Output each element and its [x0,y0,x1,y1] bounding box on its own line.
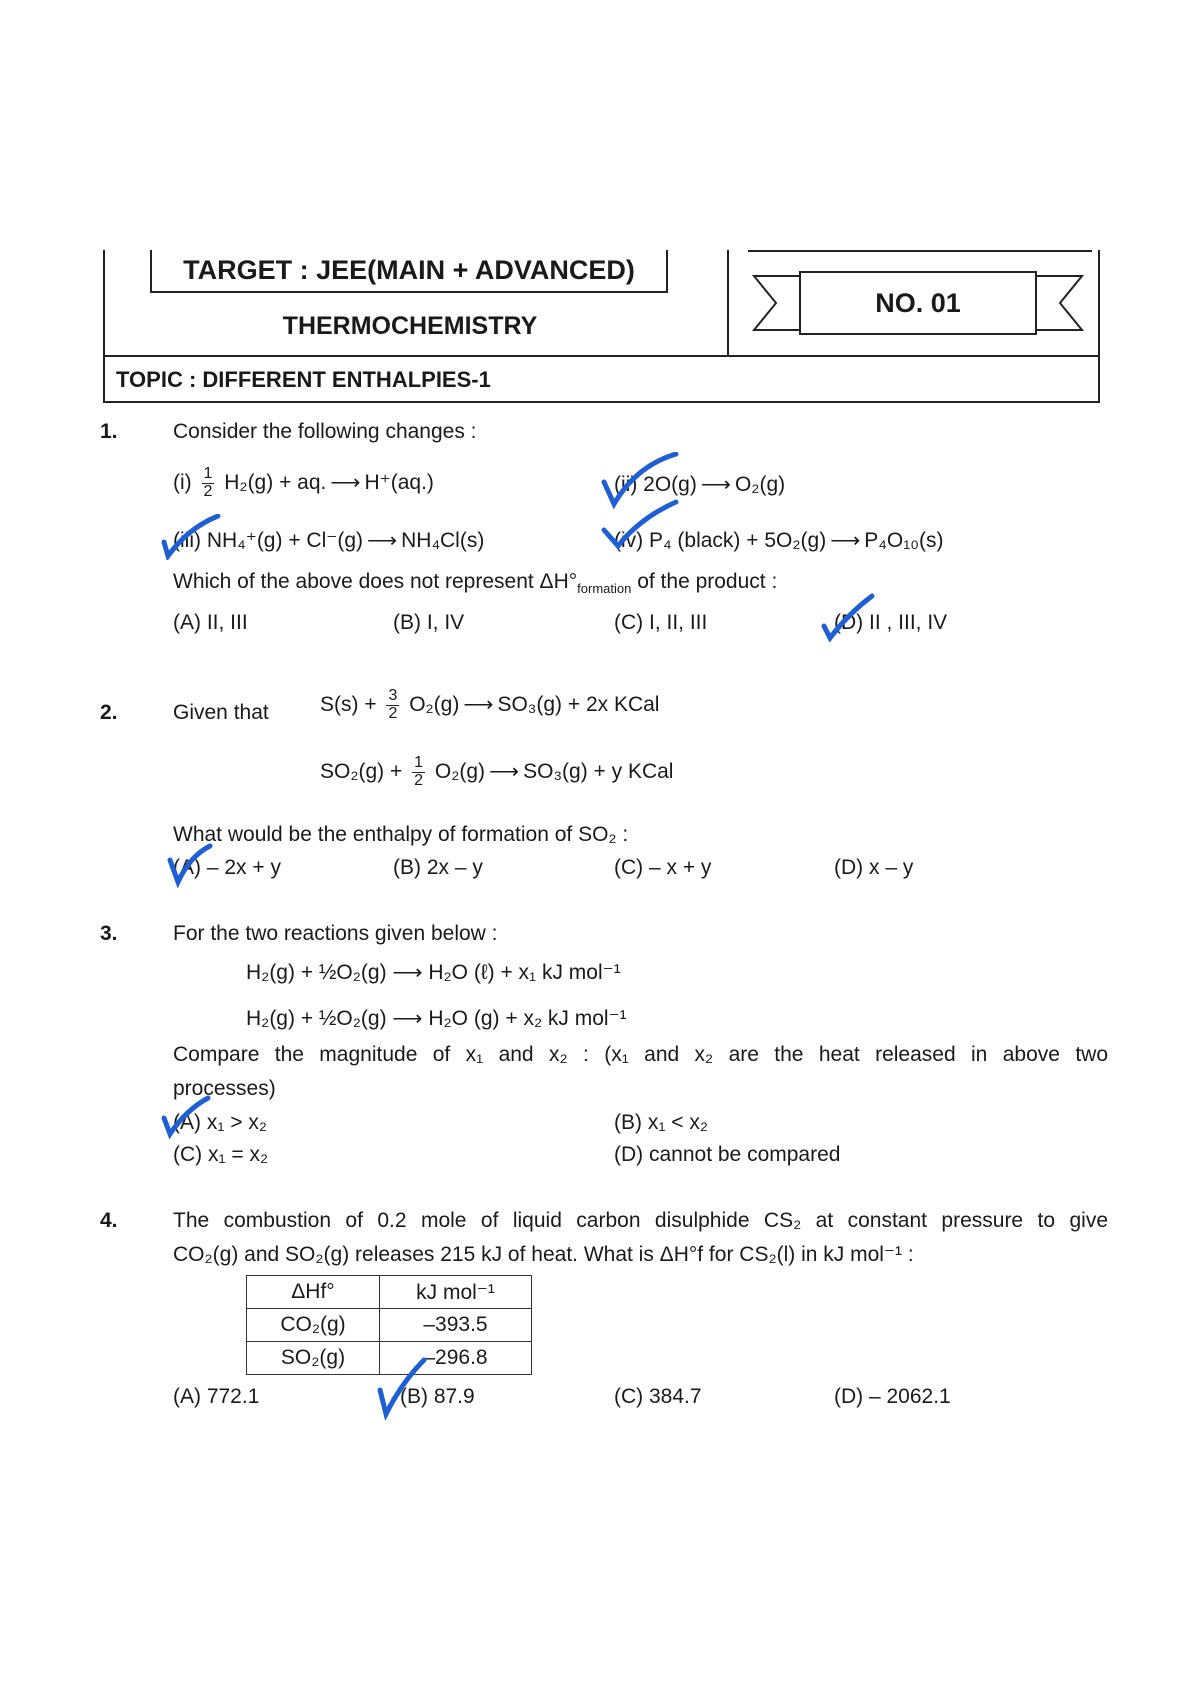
q3-option-d[interactable]: (D) cannot be compared [614,1143,841,1166]
q2-option-c[interactable]: (C) – x + y [614,856,712,879]
table-cell: CO₂(g) [247,1309,380,1342]
header-left-border [103,250,105,403]
q2-given: Given that [173,701,269,724]
table-cell: SO₂(g) [247,1342,380,1375]
header-top-right-rule [748,250,1092,252]
table-row [247,1309,532,1342]
q1-option-c[interactable]: (C) I, II, III [614,611,708,634]
q1-number: 1. [100,420,118,443]
subject-title: THERMOCHEMISTRY [282,312,538,340]
q4-text-line1: The combustion of 0.2 mole of liquid carbon disulphide CS₂ at constant pressure to give [173,1209,1108,1232]
table-row [247,1276,532,1309]
q3-number: 3. [100,922,118,945]
q3-option-a[interactable]: (A) x₁ > x₂ [173,1111,267,1134]
q3-reaction-1: H₂(g) + ½O₂(g) ⟶ H₂O (ℓ) + x₁ kJ mol⁻¹ [246,961,621,984]
q4-text-line2: CO₂(g) and SO₂(g) releases 215 kJ of heat. What is ΔH°f for CS₂(l) in kJ mol⁻¹ : [173,1243,914,1266]
check-mark-icon [820,592,876,642]
check-mark-icon [600,498,680,550]
q4-number: 4. [100,1209,118,1232]
table-head-cell: ΔHf° [247,1276,380,1309]
q2-reaction-1: S(s) + $\frac{3}{2}$ O₂(g) ⟶ SO₃(g) + 2x KCal [320,687,660,722]
table-cell: –296.8 [380,1342,532,1375]
header-bottom-rule [103,401,1100,403]
q2-reaction-2: SO₂(g) + $\frac{1}{2}$ O₂(g) ⟶ SO₃(g) + y KCal [320,754,674,789]
sheet-number: NO. 01 [875,288,961,318]
q2-question: What would be the enthalpy of formation of SO₂ : [173,823,629,846]
table-head-cell: kJ mol⁻¹ [380,1276,532,1309]
q1-option-a[interactable]: (A) II, III [173,611,248,634]
target-text: TARGET : JEE(MAIN + ADVANCED) [183,255,635,285]
q1-question: Which of the above does not represent $\Delta H^\circ_{formation}$ of the product : [173,570,778,597]
q1-change-2: (ii) 2O(g) ⟶ O₂(g) [614,473,786,496]
check-mark-icon [376,1356,428,1420]
q1-change-1: (i) $\frac{1}{2}$ H₂(g) + aq. ⟶ H⁺(aq.) [173,465,434,500]
q3-option-b[interactable]: (B) x₁ < x₂ [614,1111,708,1134]
q2-number: 2. [100,701,118,724]
q1-intro: Consider the following changes : [173,420,477,443]
check-mark-icon [160,514,222,560]
q4-option-d[interactable]: (D) – 2062.1 [834,1385,951,1408]
topic-label: TOPIC : DIFFERENT ENTHALPIES-1 [116,367,491,392]
q2-option-a[interactable]: (A) – 2x + y [173,856,281,879]
q3-question-line2: processes) [173,1077,276,1100]
target-box [150,250,668,293]
header-mid-rule [103,355,1100,357]
q1-change-3: (iii) NH₄⁺(g) + Cl⁻(g) ⟶ NH₄Cl(s) [173,529,485,552]
q4-option-c[interactable]: (C) 384.7 [614,1385,702,1408]
q4-option-b[interactable]: (B) 87.9 [400,1385,475,1408]
check-mark-icon [160,1094,212,1140]
q1-change-4: (iv) P₄ (black) + 5O₂(g) ⟶ P₄O₁₀(s) [614,529,944,552]
q4-option-a[interactable]: (A) 772.1 [173,1385,260,1408]
q2-option-b[interactable]: (B) 2x – y [393,856,483,879]
header-right-border [1098,250,1100,403]
table-cell: –393.5 [380,1309,532,1342]
q3-reaction-2: H₂(g) + ½O₂(g) ⟶ H₂O (g) + x₂ kJ mol⁻¹ [246,1007,627,1030]
q3-intro: For the two reactions given below : [173,922,498,945]
q3-option-c[interactable]: (C) x₁ = x₂ [173,1143,269,1166]
q2-option-d[interactable]: (D) x – y [834,856,914,879]
q3-question-line1: Compare the magnitude of x₁ and x₂ : (x₁ and x₂ are the heat released in above two [173,1043,1108,1066]
q1-option-b[interactable]: (B) I, IV [393,611,465,634]
header-divider [727,250,729,356]
q1-option-d[interactable]: (D) II , III, IV [834,611,948,634]
check-mark-icon [166,840,214,888]
